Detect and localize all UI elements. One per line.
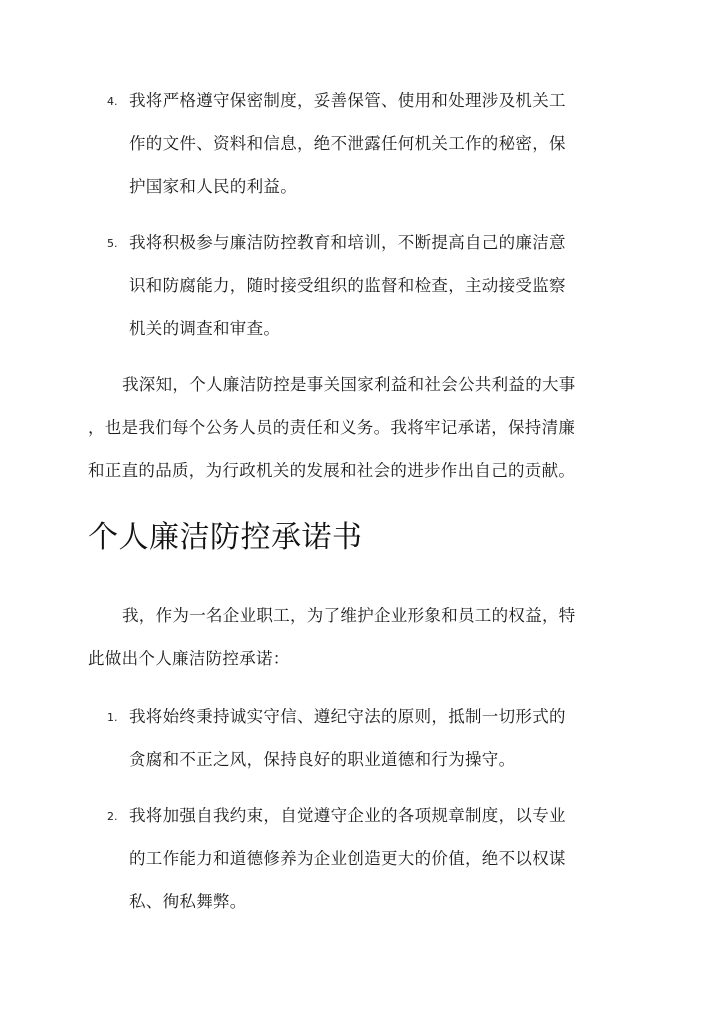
section-heading: 个人廉洁防控承诺书 [88, 520, 363, 555]
paragraph-line: 我深知，个人廉洁防控是事关国家利益和社会公共利益的大事 [122, 375, 576, 394]
list-line: 护国家和人民的利益。 [129, 177, 297, 196]
list-line: 作的文件、资料和信息，绝不泄露任何机关工作的秘密，保 [129, 134, 566, 153]
list-line: 我将始终秉持诚实守信、遵纪守法的原则，抵制一切形式的 [129, 707, 566, 726]
list-line: 机关的调查和审查。 [129, 319, 281, 338]
list-number: 5. [107, 237, 118, 250]
list-line: 的工作能力和道德修养为企业创造更大的价值，绝不以权谋 [129, 849, 566, 868]
list-number: 4. [107, 95, 118, 108]
list-line: 我将加强自我约束，自觉遵守企业的各项规章制度，以专业 [129, 806, 566, 825]
paragraph-line: 此做出个人廉洁防控承诺： [88, 649, 290, 668]
list-number: 2. [107, 810, 118, 823]
paragraph-line: 和正直的品质，为行政机关的发展和社会的进步作出自己的贡献。 [88, 461, 576, 480]
paragraph-line: ，也是我们每个公务人员的责任和义务。我将牢记承诺，保持清廉 [88, 418, 576, 437]
list-line: 私、徇私舞弊。 [129, 892, 247, 911]
list-line: 识和防腐能力，随时接受组织的监督和检查，主动接受监察 [129, 276, 566, 295]
paragraph-line: 我，作为一名企业职工，为了维护企业形象和员工的权益，特 [122, 606, 576, 625]
list-number: 1. [107, 711, 118, 724]
list-line: 贪腐和不正之风，保持良好的职业道德和行为操守。 [129, 750, 516, 769]
list-line: 我将严格遵守保密制度，妥善保管、使用和处理涉及机关工 [129, 91, 566, 110]
list-line: 我将积极参与廉洁防控教育和培训，不断提高自己的廉洁意 [129, 233, 566, 252]
